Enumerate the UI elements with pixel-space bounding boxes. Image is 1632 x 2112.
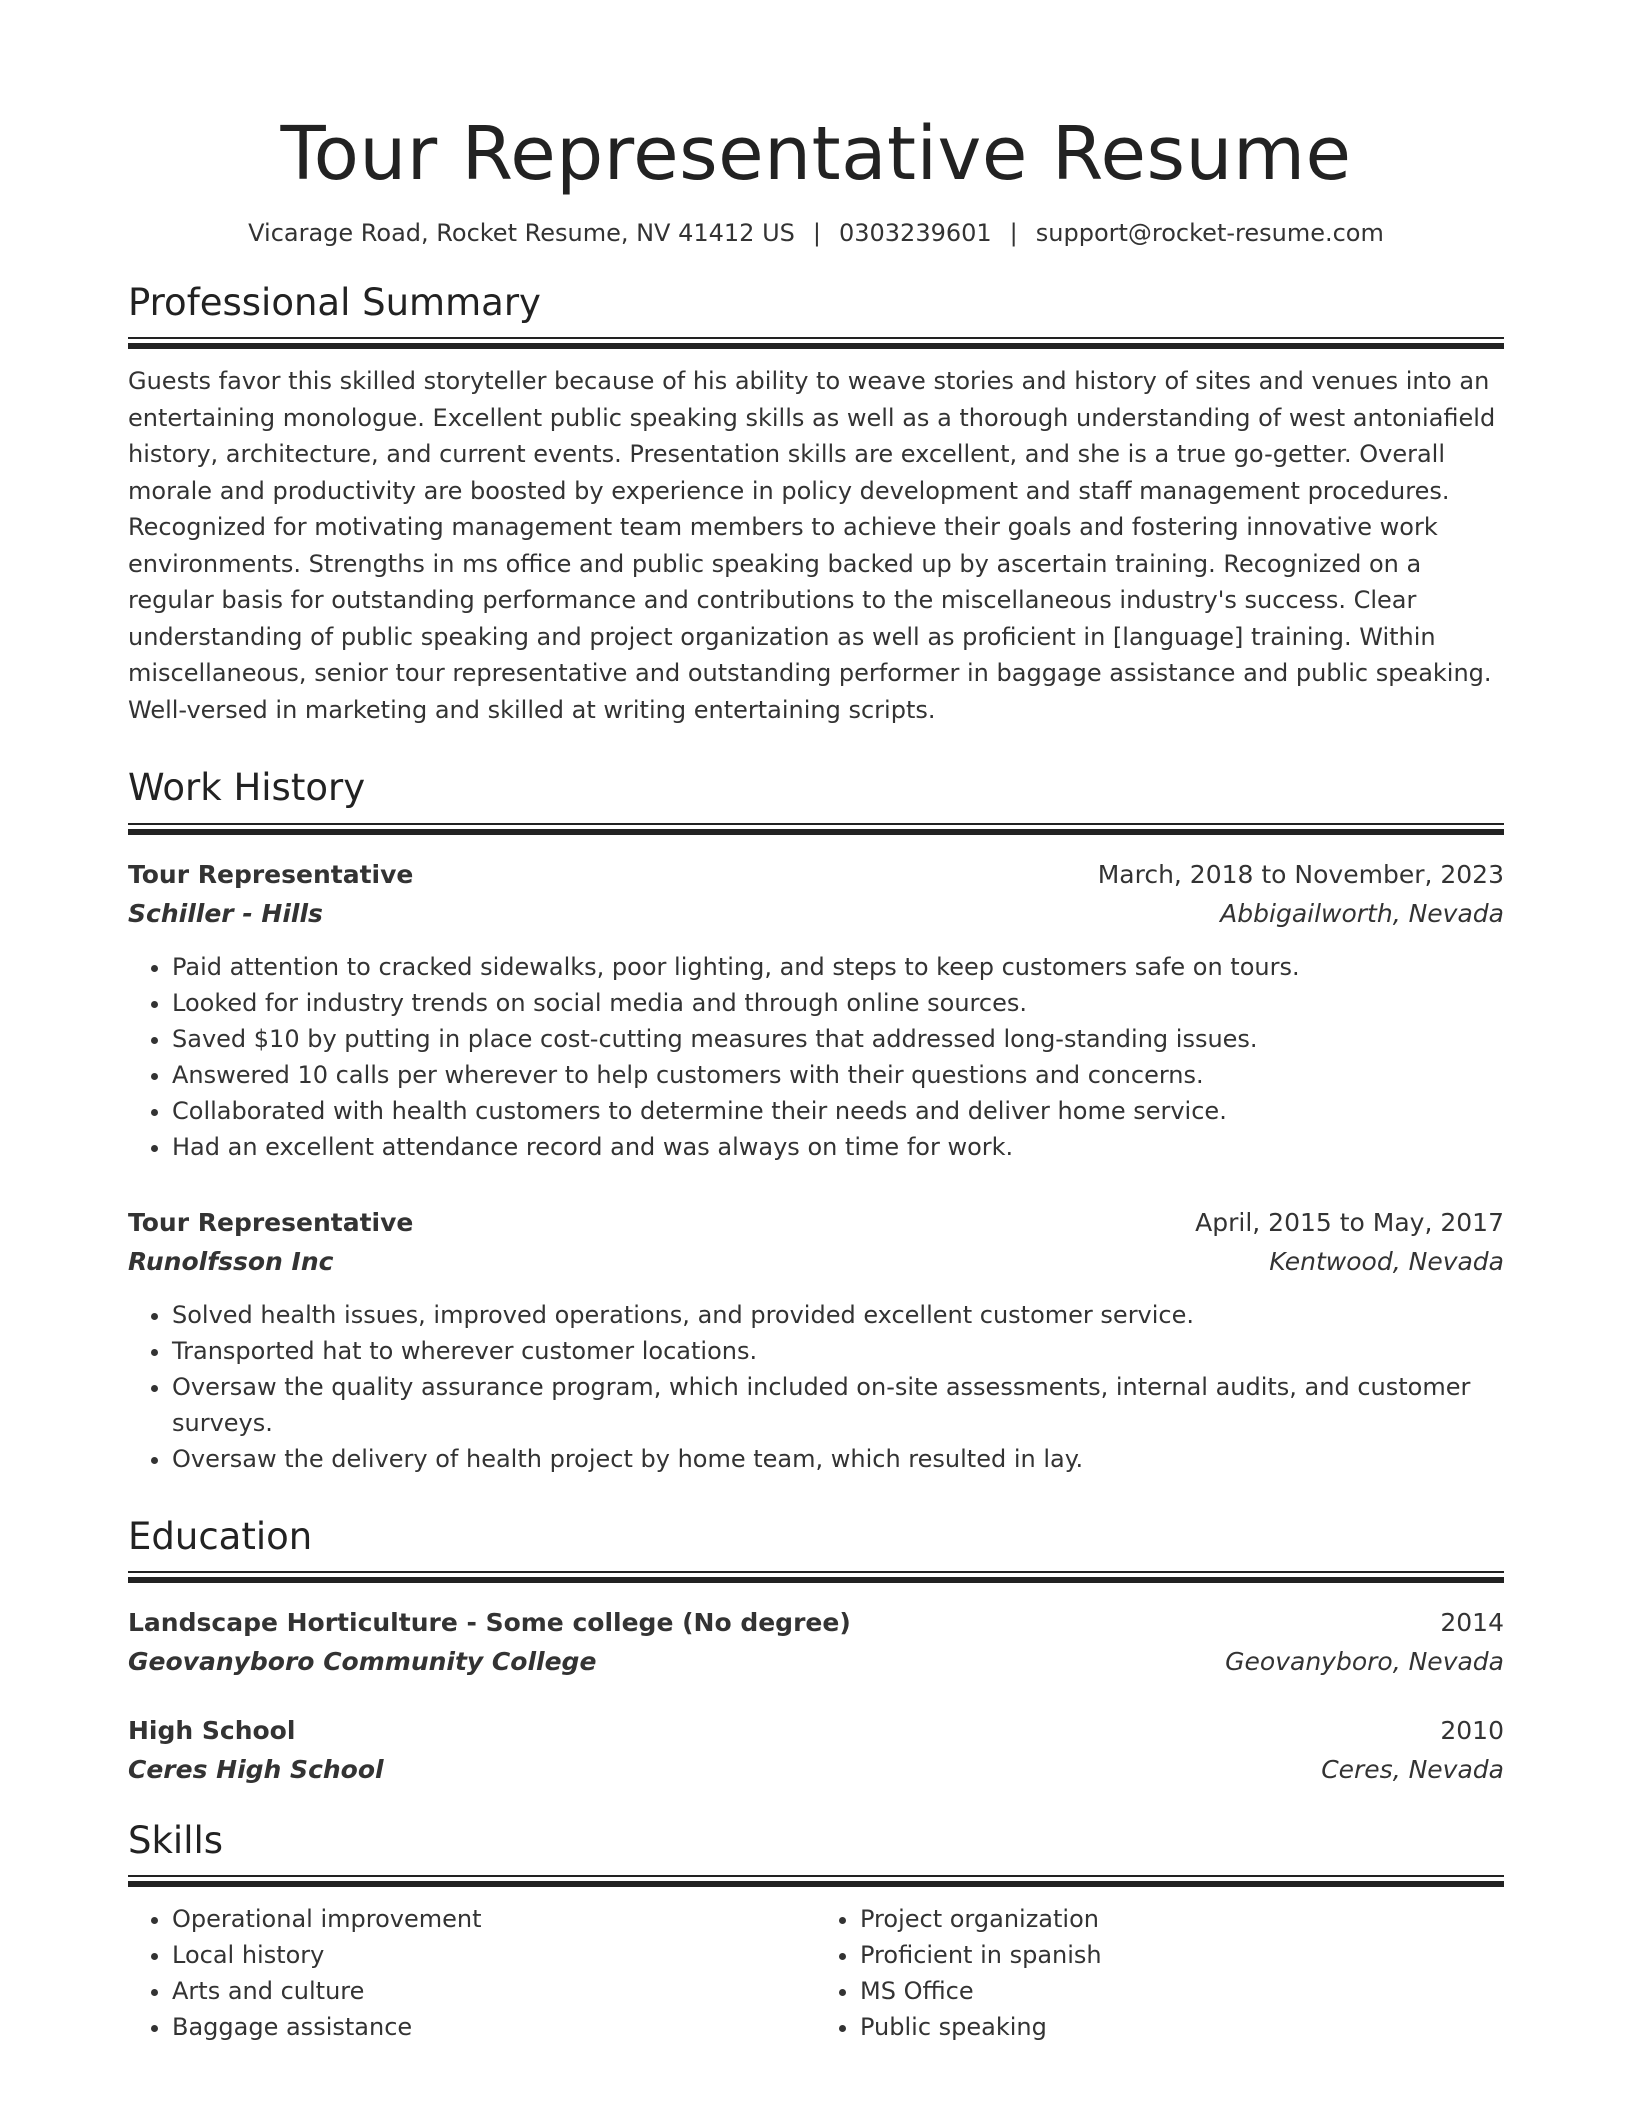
skill-item: • Arts and culture — [172, 1973, 816, 2009]
job-bullets — [128, 1297, 1504, 1477]
skills-list-left — [128, 1901, 816, 2045]
job-bullet: • Solved health issues, improved operations, and provided excellent customer service. — [172, 1297, 1504, 1333]
education-entry — [128, 1711, 1504, 1789]
job-company: Schiller - Hills — [128, 898, 323, 928]
skills-grid — [128, 1901, 1504, 2045]
section-divider — [128, 1875, 1504, 1887]
education-degree: Landscape Horticulture - Some college (No degree) — [128, 1607, 851, 1637]
section-divider — [128, 823, 1504, 835]
summary-section — [128, 281, 1504, 728]
summary-text: Guests favor this skilled storyteller because of his ability to weave stories and history of sites and venues into an entertaining monologue. Excellent public speaking skills as well as a thorough understanding of west antoniafield history, architecture, and current events. Presentation skills are excellent, and she is a true go-getter. Overall morale and productivity are boosted by experience in policy development and staff management procedures. Recognized for motivating management team members to achieve their goals and fostering innovative work environments. Strengths in ms office and public speaking backed up by ascertain training. Recognized on a regular basis for outstanding performance and contributions to the miscellaneous industry's success. Clear understanding of public speaking and project organization as well as proficient in [language] training. Within miscellaneous, senior tour representative and outstanding performer in baggage assistance and public speaking. Well-versed in marketing and skilled at writing entertaining scripts. — [128, 367, 1496, 724]
education-year: 2014 — [1440, 1607, 1504, 1637]
contact-separator: | — [812, 218, 821, 247]
section-title-education: Education — [128, 1514, 313, 1558]
contact-address: Vicarage Road, Rocket Resume, NV 41412 US — [248, 218, 795, 247]
job-bullet: • Transported hat to wherever customer locations. — [172, 1333, 1504, 1369]
job-bullet: • Answered 10 calls per wherever to help customers with their questions and concerns. — [172, 1057, 1504, 1093]
section-divider — [128, 1571, 1504, 1583]
job-bullets — [128, 949, 1504, 1165]
section-title-summary: Professional Summary — [128, 280, 541, 324]
job-title: Tour Representative — [128, 859, 414, 889]
job-company-row — [128, 1242, 1504, 1281]
education-school: Ceres High School — [128, 1754, 384, 1784]
contact-separator: | — [1009, 218, 1018, 247]
contact-email: support@rocket-resume.com — [1035, 218, 1384, 247]
education-year: 2010 — [1440, 1715, 1504, 1745]
skills-column-left — [128, 1901, 816, 2045]
job-company-row — [128, 894, 1504, 933]
section-title-skills: Skills — [128, 1818, 224, 1862]
job-bullet: • Saved $10 by putting in place cost-cutting measures that addressed long-standing issues. — [172, 1021, 1504, 1057]
section-divider — [128, 337, 1504, 349]
skills-column-right — [816, 1901, 1504, 2045]
skills-list-right — [816, 1901, 1504, 2045]
education-location: Geovanyboro, Nevada — [1225, 1646, 1504, 1676]
job-location: Kentwood, Nevada — [1269, 1246, 1504, 1276]
education-header-row — [128, 1603, 1504, 1642]
skills-section — [128, 1819, 1504, 2045]
skill-item: • Operational improvement — [172, 1901, 816, 1937]
job-header-row — [128, 1203, 1504, 1242]
job-entry — [128, 1203, 1504, 1477]
job-bullet: • Collaborated with health customers to determine their needs and deliver home service. — [172, 1093, 1504, 1129]
contact-phone: 0303239601 — [838, 218, 992, 247]
job-dates: March, 2018 to November, 2023 — [1097, 859, 1504, 889]
work-history-section — [128, 766, 1504, 1476]
job-bullet: • Looked for industry trends on social media and through online sources. — [172, 985, 1504, 1021]
job-title: Tour Representative — [128, 1207, 414, 1237]
skill-item: • Public speaking — [860, 2009, 1504, 2045]
job-bullet: • Paid attention to cracked sidewalks, poor lighting, and steps to keep customers safe on tours. — [172, 949, 1504, 985]
job-entry — [128, 855, 1504, 1165]
contact-line — [128, 219, 1504, 247]
job-bullet: • Oversaw the delivery of health project by home team, which resulted in lay. — [172, 1441, 1504, 1477]
job-location: Abbigailworth, Nevada — [1220, 898, 1504, 928]
education-location: Ceres, Nevada — [1321, 1754, 1504, 1784]
skill-item: • Local history — [172, 1937, 816, 1973]
job-bullet: • Oversaw the quality assurance program, which included on-site assessments, internal audits, and customer surveys. — [172, 1369, 1504, 1441]
skill-item: • Project organization — [860, 1901, 1504, 1937]
education-school: Geovanyboro Community College — [128, 1646, 597, 1676]
education-header-row — [128, 1711, 1504, 1750]
job-company: Runolfsson Inc — [128, 1246, 334, 1276]
resume-title: Tour Representative Resume — [280, 111, 1352, 197]
job-bullet: • Had an excellent attendance record and was always on time for work. — [172, 1129, 1504, 1165]
skill-item: • MS Office — [860, 1973, 1504, 2009]
education-school-row — [128, 1642, 1504, 1681]
job-dates: April, 2015 to May, 2017 — [1195, 1207, 1504, 1237]
skill-item: • Proficient in spanish — [860, 1937, 1504, 1973]
education-entry — [128, 1603, 1504, 1681]
job-header-row — [128, 855, 1504, 894]
education-section — [128, 1515, 1504, 1789]
education-school-row — [128, 1750, 1504, 1789]
education-degree: High School — [128, 1715, 296, 1745]
skill-item: • Baggage assistance — [172, 2009, 816, 2045]
section-title-work: Work History — [128, 766, 366, 810]
